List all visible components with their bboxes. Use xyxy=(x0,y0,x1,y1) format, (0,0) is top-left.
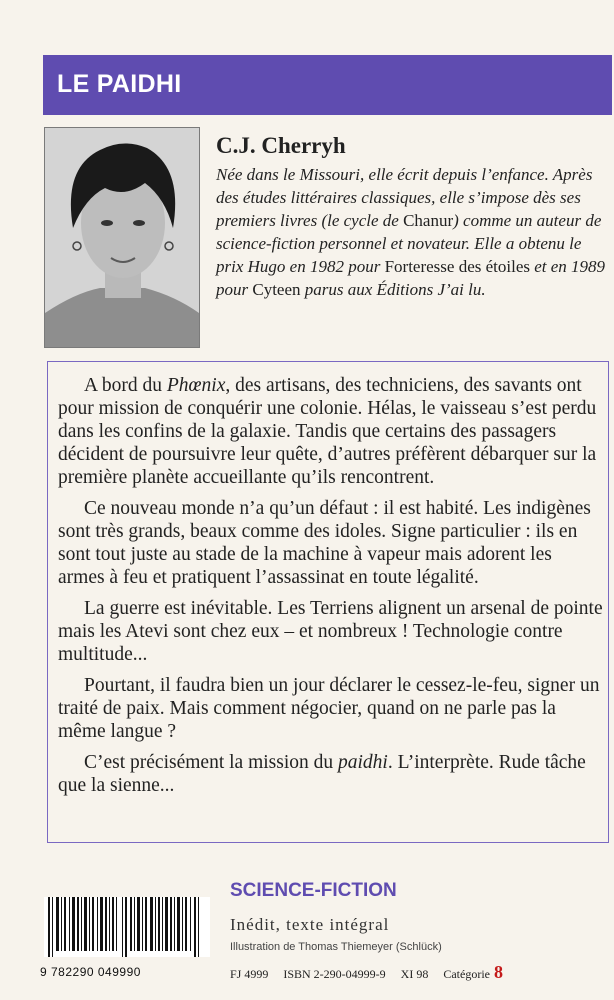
author-photo xyxy=(44,127,200,348)
genre-label: SCIENCE-FICTION xyxy=(230,880,397,901)
bio-segment: ) comme un auteur de science-fiction personnel et novateur. Elle a obtenu le prix Hugo en 1982 pour xyxy=(216,211,602,276)
barcode xyxy=(44,897,210,957)
bio-segment: Forteresse des étoiles xyxy=(384,257,530,276)
summary-text: C’est précisément la mission du xyxy=(84,752,338,773)
summary-text: A bord du xyxy=(84,375,167,396)
bio-segment: et en 1989 pour xyxy=(216,257,606,299)
category-number: 8 xyxy=(494,962,503,982)
ship-name: Phœnix xyxy=(166,375,226,396)
paidhi-word: paidhi xyxy=(338,752,388,773)
barcode-image xyxy=(44,897,210,957)
catalog-codes xyxy=(230,962,610,983)
date-code: XI 98 xyxy=(400,967,429,981)
summary-paragraph xyxy=(58,374,603,489)
author-name: C.J. Cherryh xyxy=(216,133,346,158)
book-title: LE PAIDHI xyxy=(57,70,182,98)
edition-note: Inédit, texte intégral xyxy=(230,915,390,934)
summary-paragraph: La guerre est inévitable. Les Terriens alignent un arsenal de pointe mais les Atevi sont chez eux – et nombreux ! Technologie contre multitude... xyxy=(58,598,603,665)
barcode-number: 9 782290 049990 xyxy=(40,965,141,979)
summary-paragraph: Pourtant, il faudra bien un jour déclarer le cessez-le-feu, signer un traité de paix. Mais comment négocier, quand on ne parle pas la même langue ? xyxy=(58,675,600,742)
illustration-credit: Illustration de Thomas Thiemeyer (Schlück) xyxy=(230,941,442,953)
summary-paragraph xyxy=(58,751,603,797)
summary xyxy=(58,374,603,805)
summary-text: . L’interprète. Rude tâche que la sienne... xyxy=(58,752,586,796)
author-bio-block xyxy=(216,133,606,301)
summary-paragraph: Ce nouveau monde n’a qu’un défaut : il est habité. Les indigènes sont très grands, beaux comme des idoles. Signe particulier : ils en sont tout juste au stade de la machine à vapeur mais adorent les armes à feu et pratiquent l’assassinat en toute légalité. xyxy=(58,498,591,588)
title-banner xyxy=(43,55,612,115)
bio-segment: Cyteen xyxy=(252,280,301,299)
author-bio xyxy=(216,163,606,301)
bio-segment: Née dans le Missouri, elle écrit depuis l’enfance. Après des études littéraires classiques, elle s’impose dès ses premiers livres (le cycle de xyxy=(216,165,593,230)
summary-text: , des artisans, des techniciens, des savants ont pour mission de conquérir une colonie. Hélas, le vaisseau s’est perdu dans les confins de la galaxie. Tandis que certains des passagers décident de poursuivre leur quête, d’autres préfèrent débarquer sur la première planète accueillante qu’ils rencontrent. xyxy=(58,375,597,488)
isbn: ISBN 2-290-04999-9 xyxy=(283,967,386,981)
bio-segment: Chanur xyxy=(403,211,454,230)
bio-segment: parus aux Éditions J’ai lu. xyxy=(300,280,486,299)
author-portrait-image xyxy=(45,128,199,347)
catalog-code: FJ 4999 xyxy=(230,967,269,981)
category-label: Catégorie xyxy=(443,967,490,981)
